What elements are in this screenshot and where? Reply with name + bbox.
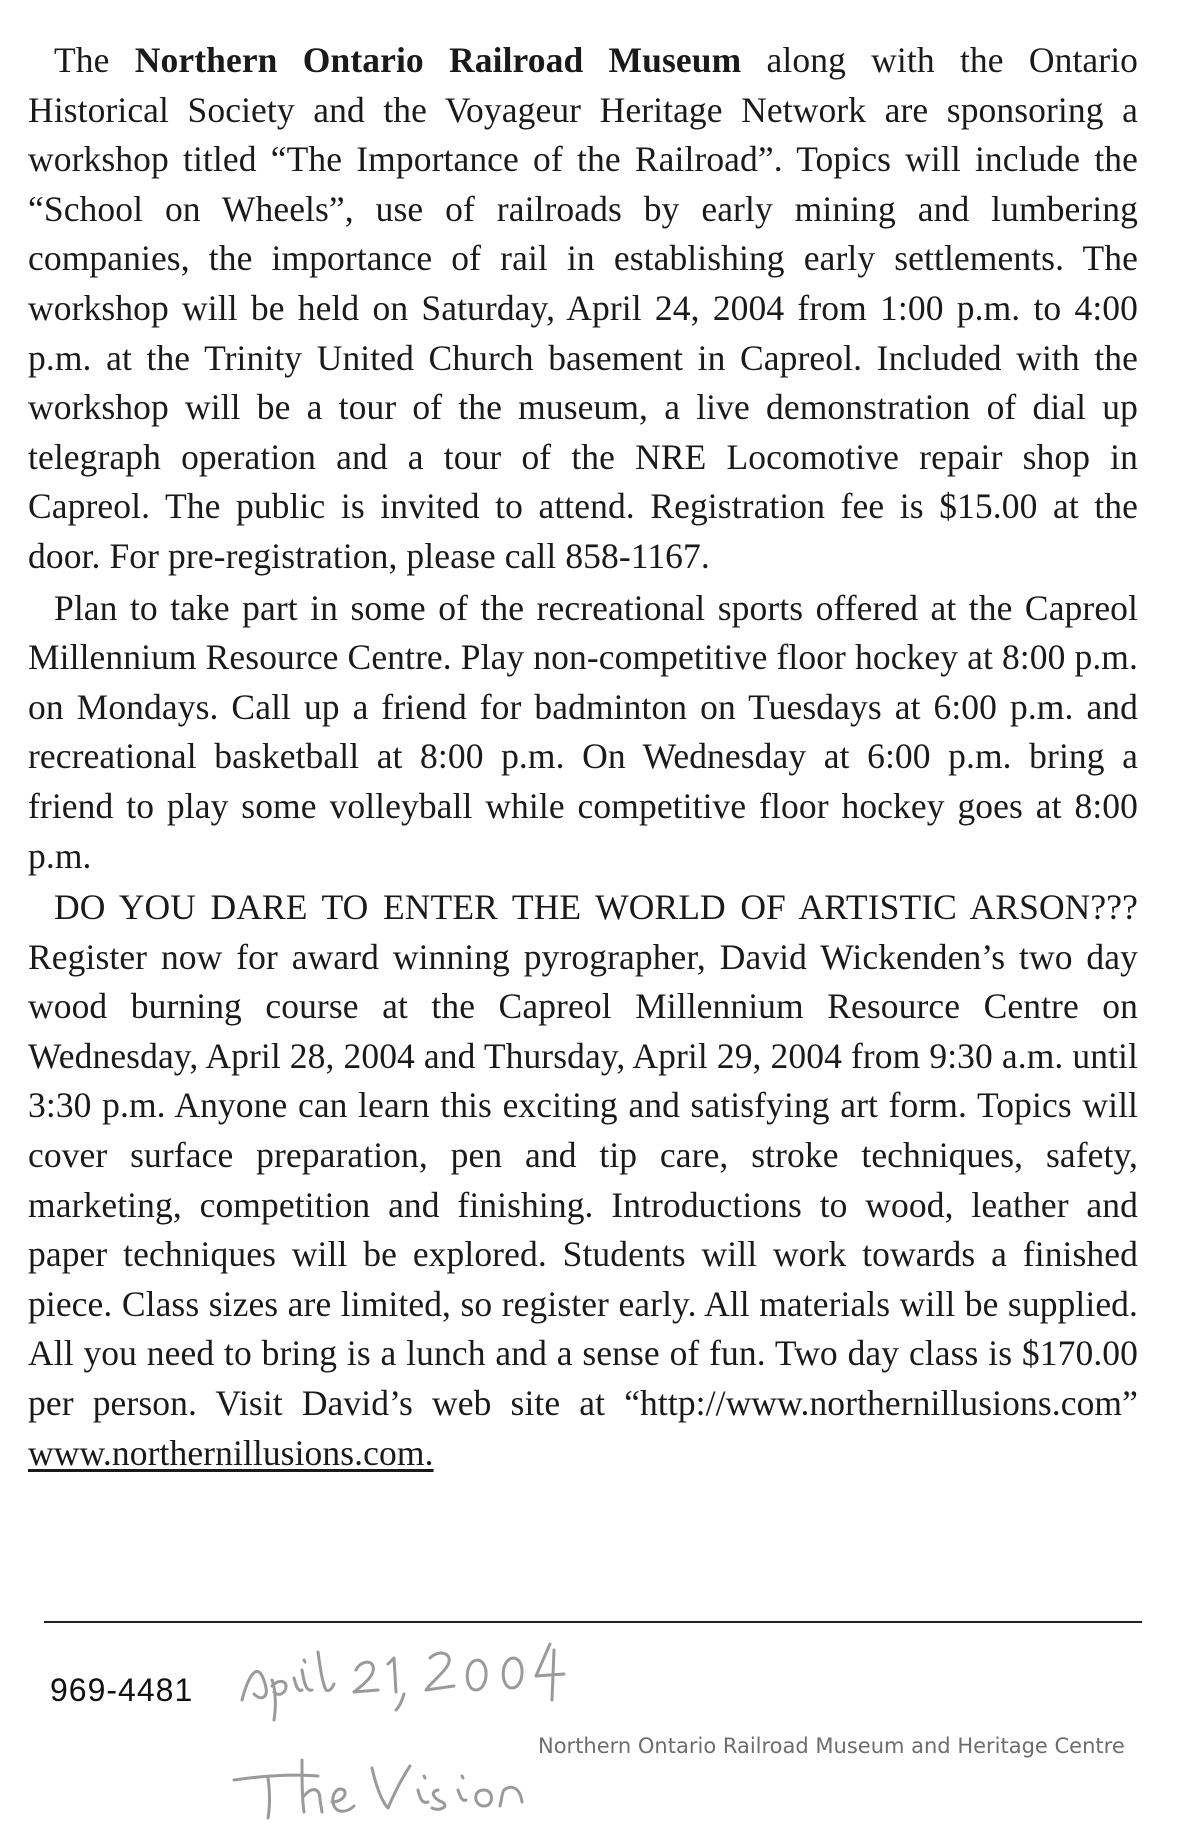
handwritten-note (232, 1630, 752, 1820)
paragraph-workshop-text: along with the Ontario Historical Society and the Voyageur Heritage Network are sponsoring a workshop titled “The Importance of the Railroad”. Topics will include the “School on Wheels”, use of railroads by early mining and lumbering companies, the importance of rail in establishing early settlements. The workshop will be held on Saturday, April 24, 2004 from 1:00 p.m. to 4:00 p.m. at the Trinity United Church basement in Capreol. Included with the workshop will be a tour of the museum, a live demonstration of dial up telegraph operation and a tour of the NRE Locomotive repair shop in Capreol. The public is invited to attend. Registration fee is $15.00 at the door. For pre-registration, please call 858-1167. (28, 40, 1139, 576)
phone-number: 969-4481 (50, 1672, 194, 1708)
museum-name: Northern Ontario Railroad Museum (134, 40, 742, 80)
source-credit: Northern Ontario Railroad Museum and Heritage Centre (538, 1734, 1125, 1758)
website-link[interactable]: www.northernillusions.com. (28, 1432, 434, 1473)
divider-rule (44, 1621, 1142, 1623)
paragraph-pyrography-text: DO YOU DARE TO ENTER THE WORLD OF ARTISTIC ARSON??? Register now for award winning pyrographer, David Wickenden’s two day wood burning course at the Capreol Millennium Resource Centre on Wednesday, April 28, 2004 and Thursday, April 29, 2004 from 9:30 a.m. until 3:30 p.m. Anyone can learn this exciting and satisfying art form. Topics will cover surface preparation, pen and tip care, stroke techniques, safety, marketing, competition and finishing. Introductions to wood, leather and paper techniques will be explored. Students will work towards a finished piece. Class sizes are limited, so register early. All materials will be supplied. All you need to bring is a lunch and a sense of fun. Two day class is $170.00 per person. Visit David’s web site at “http://www.northernillusions.com” (28, 887, 1138, 1424)
paragraph-lead: The (54, 40, 135, 80)
article-body (28, 36, 1138, 1478)
paragraph-pyrography (28, 883, 1138, 1478)
paragraph-workshop (28, 36, 1138, 582)
paragraph-sports: Plan to take part in some of the recreational sports offered at the Capreol Millennium Resource Centre. Play non-competitive floor hockey at 8:00 p.m. on Mondays. Call up a friend for badminton on Tuesdays at 6:00 p.m. and recreational basketball at 8:00 p.m. On Wednesday at 6:00 p.m. bring a friend to play some volleyball while competitive floor hockey goes at 8:00 p.m. (28, 587, 1138, 876)
